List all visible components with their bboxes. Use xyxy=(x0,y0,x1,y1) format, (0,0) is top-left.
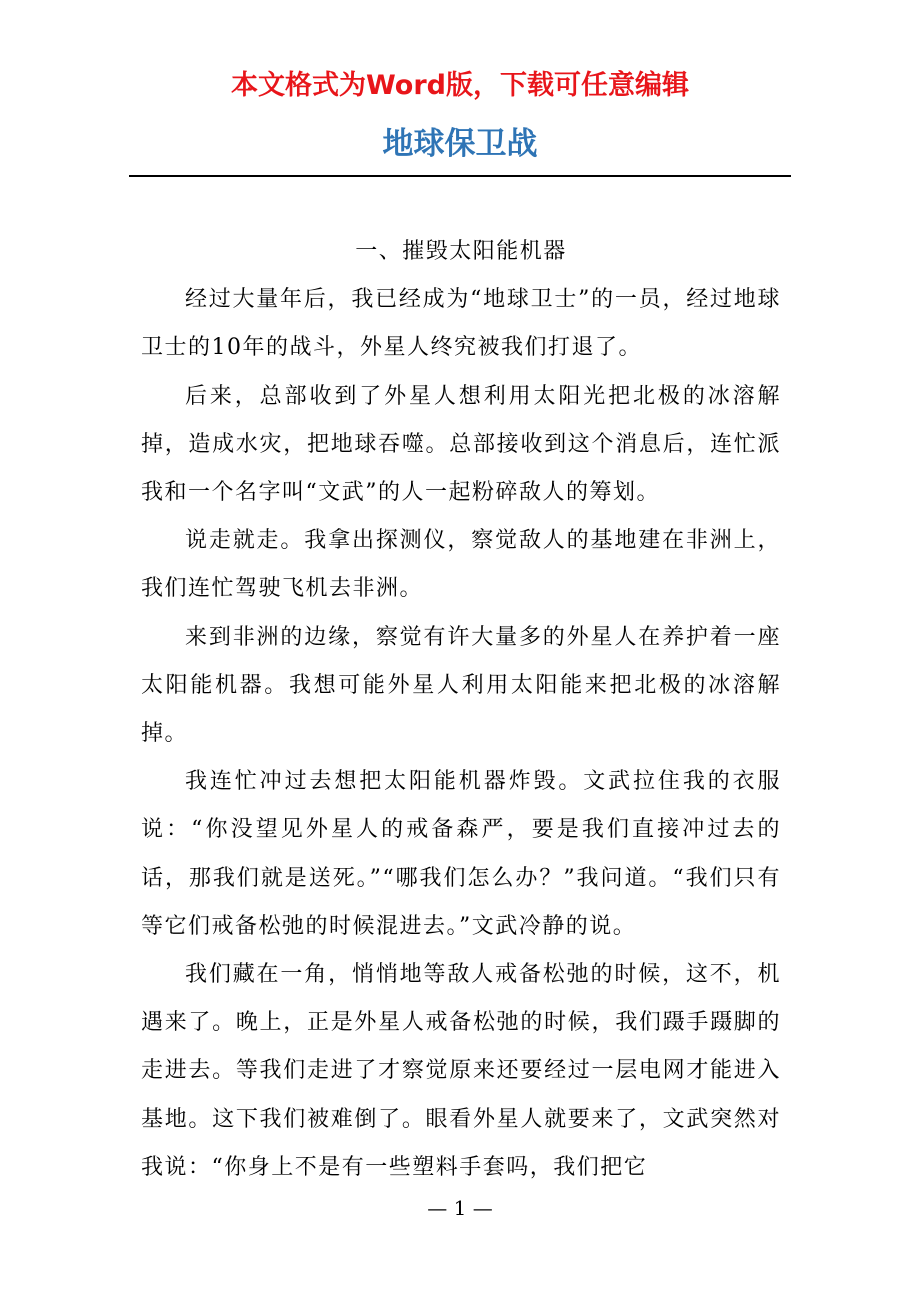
section-heading: 一、摧毁太阳能机器 xyxy=(355,239,567,264)
body-paragraph-5: 我连忙冲过去想把太阳能机器炸毁。文武拉住我的衣服说：“你没望见外星人的戒备森严，要是我们直接冲过去的话，那我们就是送死。”“哪我们怎么办？”我问道。“我们只有等它们戒备松弛的时候混进去。”文武冷静的说。 xyxy=(141,769,781,939)
title-divider xyxy=(129,175,791,177)
document-title: 地球保卫战 xyxy=(382,126,538,162)
body-paragraph-3: 说走就走。我拿出探测仪，察觉敌人的基地建在非洲上，我们连忙驾驶飞机去非洲。 xyxy=(141,528,781,602)
page-number: — 1 — xyxy=(427,1196,493,1220)
body-paragraph-4: 来到非洲的边缘，察觉有许大量多的外星人在养护着一座太阳能机器。我想可能外星人利用太阳能来把北极的冰溶解掉。 xyxy=(141,624,781,747)
format-notice-banner: 本文格式为Word版，下载可任意编辑 xyxy=(230,70,689,101)
document-body xyxy=(141,228,781,1192)
body-paragraph-2: 后来，总部收到了外星人想利用太阳光把北极的冰溶解掉，造成水灾，把地球吞噬。总部接收到这个消息后，连忙派我和一个名字叫“文武”的人一起粉碎敌人的筹划。 xyxy=(141,383,781,506)
body-paragraph-6: 我们藏在一角，悄悄地等敌人戒备松弛的时候，这不，机遇来了。晚上，正是外星人戒备松弛的时候，我们蹑手蹑脚的走进去。等我们走进了才察觉原来还要经过一层电网才能进入基地。这下我们被难倒了。眼看外星人就要来了，文武突然对我说：“你身上不是有一些塑料手套吗，我们把它 xyxy=(141,962,781,1180)
body-paragraph-1: 经过大量年后，我已经成为“地球卫士”的一员，经过地球卫士的10年的战斗，外星人终究被我们打退了。 xyxy=(141,287,781,361)
